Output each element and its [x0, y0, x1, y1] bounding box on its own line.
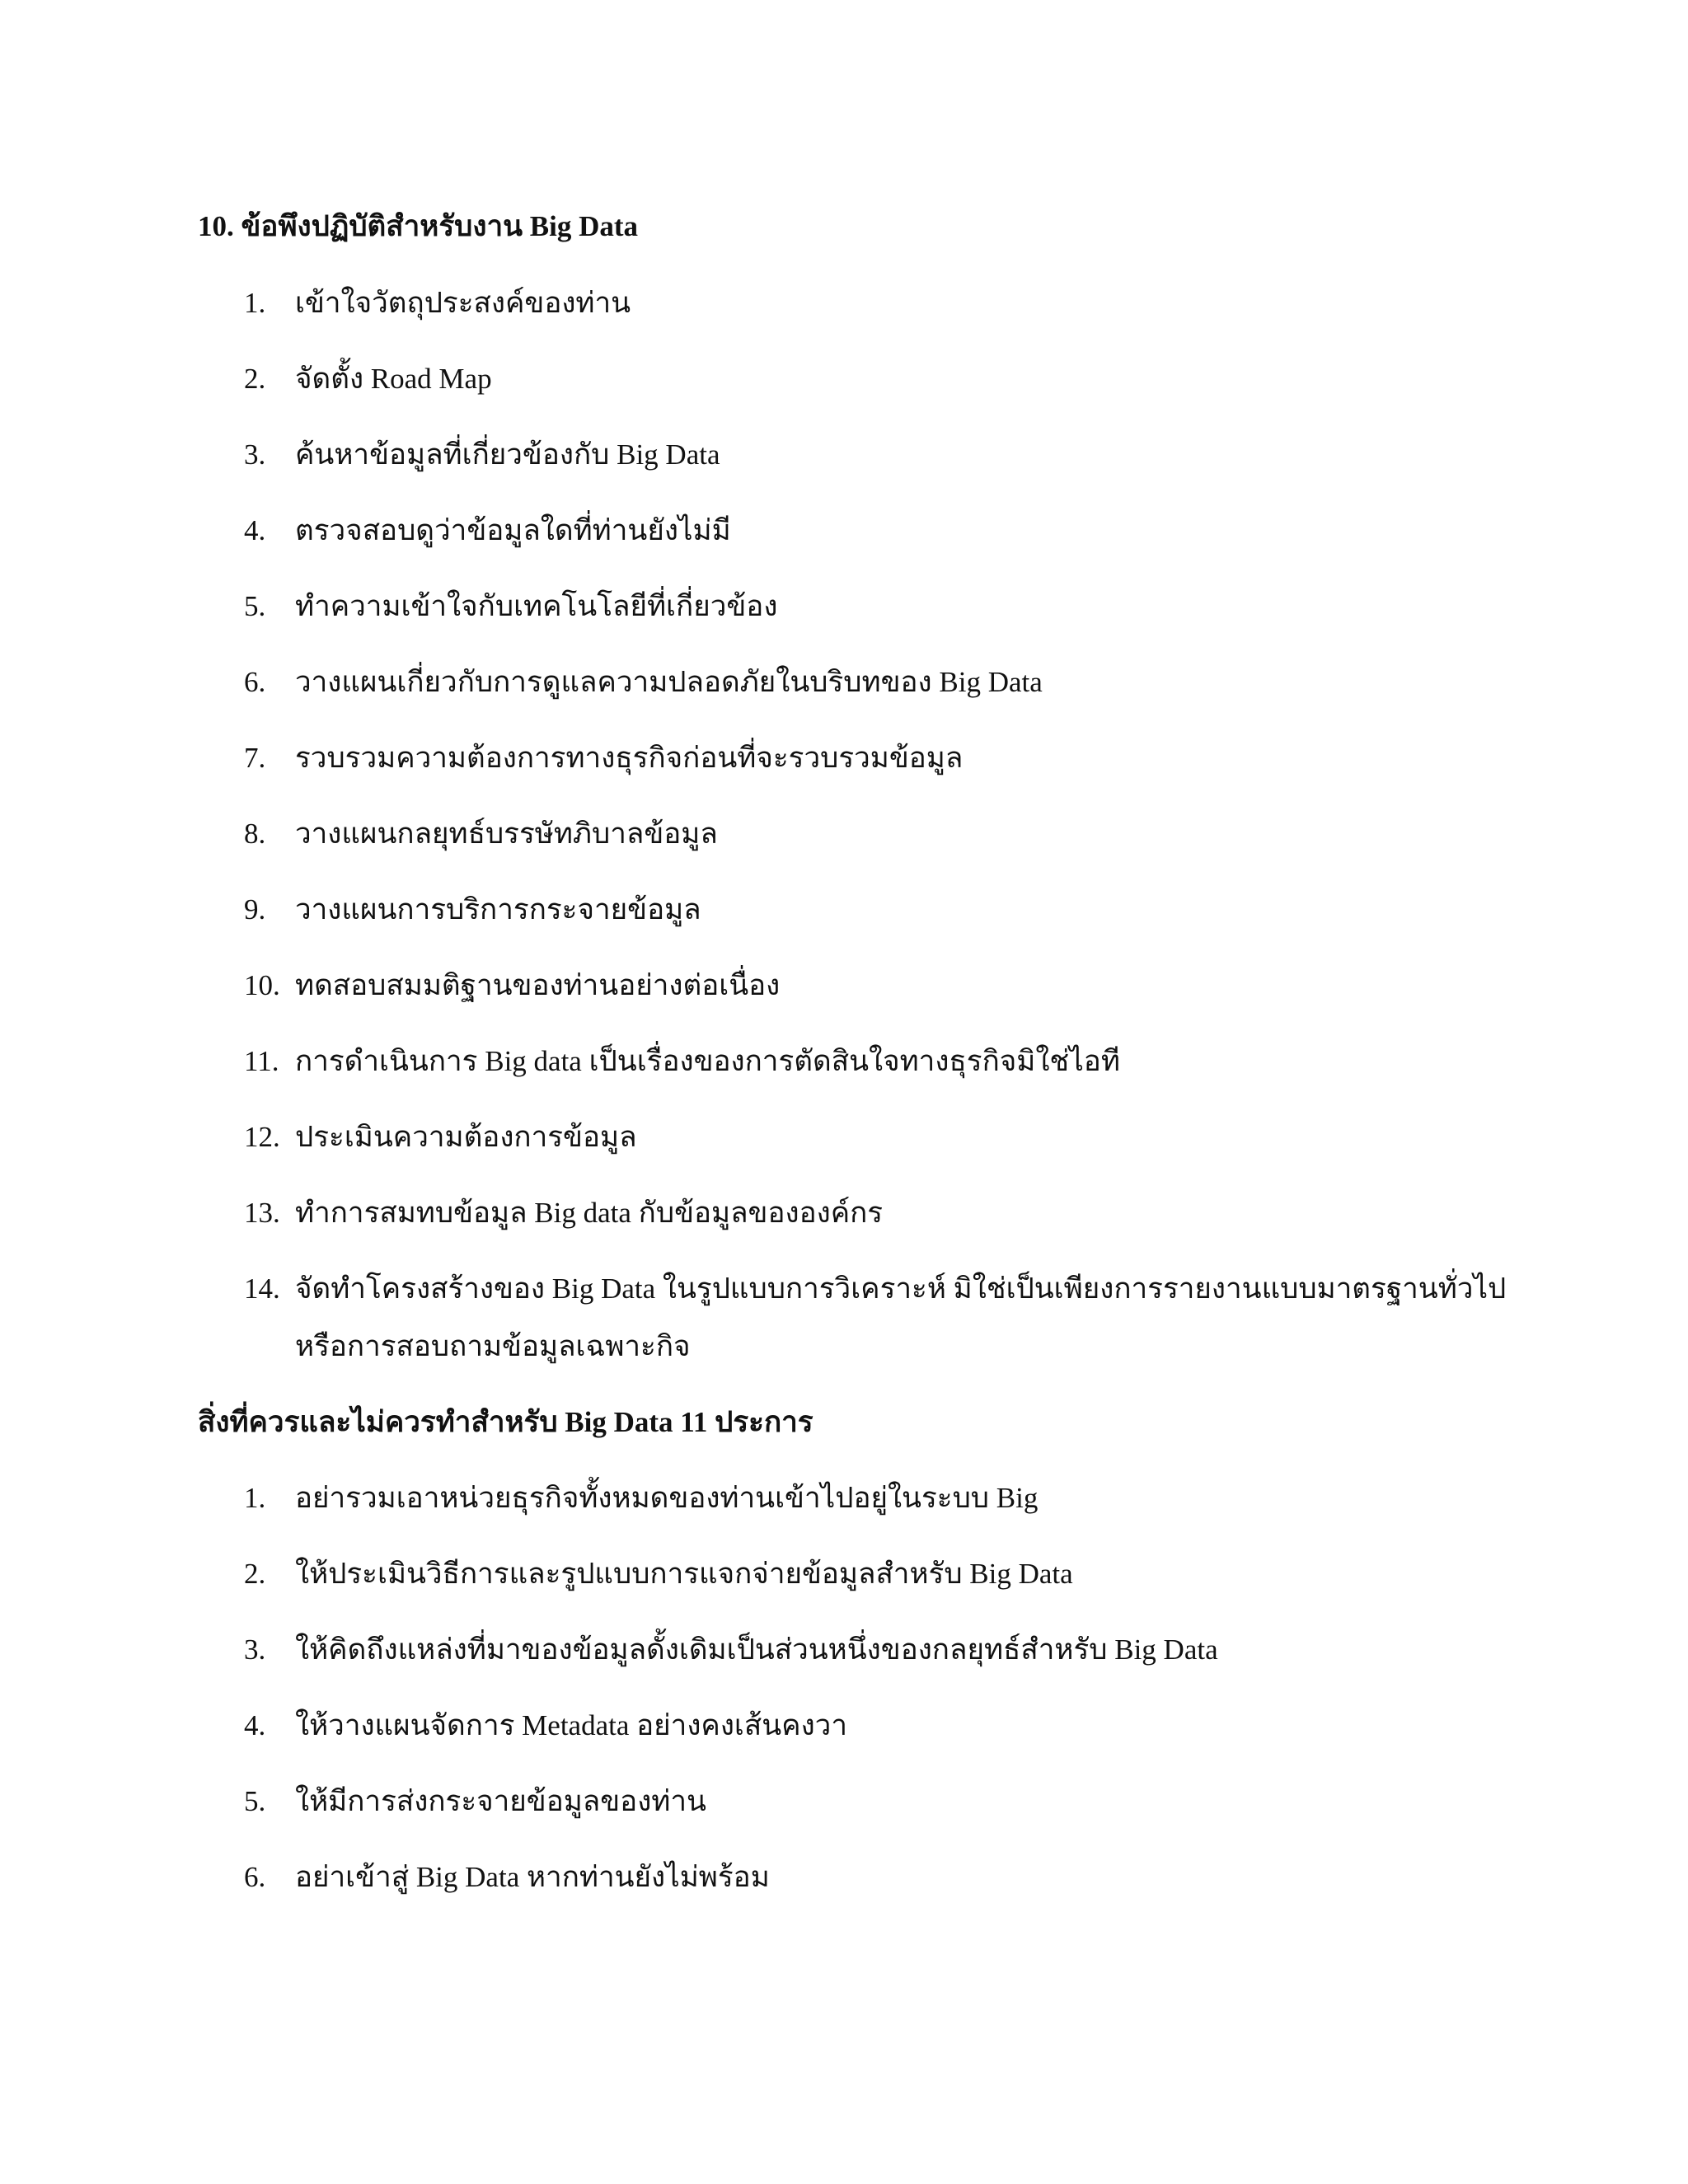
list-item-text: การดำเนินการ Big data เป็นเรื่องของการตัดสินใจทางธุรกิจมิใช่ไอที [295, 1045, 1120, 1077]
list-item-text: ประเมินความต้องการข้อมูล [295, 1121, 637, 1153]
list-item-number: 10. [244, 969, 280, 1001]
list-item-text: ให้คิดถึงแหล่งที่มาของข้อมูลดั้งเดิมเป็นส่วนหนึ่งของกลยุทธ์สำหรับ Big Data [295, 1633, 1218, 1666]
list-item-text: ให้วางแผนจัดการ Metadata อย่างคงเส้นคงวา [295, 1709, 847, 1741]
list-item-text: อย่ารวมเอาหน่วยธุรกิจทั้งหมดของท่านเข้าไปอยู่ในระบบ Big [295, 1482, 1039, 1514]
list-item-number: 11. [244, 1045, 279, 1077]
list-item-text: อย่าเข้าสู่ Big Data หากท่านยังไม่พร้อม [295, 1861, 770, 1893]
list-item-number: 1. [244, 1482, 266, 1514]
list-item-number: 9. [244, 893, 266, 926]
list-item-number: 14. [244, 1272, 280, 1305]
list-item-text: จัดทำโครงสร้างของ Big Data ในรูปแบบการวิเคราะห์ มิใช่เป็นเพียงการรายงานแบบมาตรฐานทั่วไป [295, 1272, 1507, 1305]
section-heading-practices: 10. ข้อพึงปฏิบัติสำหรับงาน Big Data [198, 210, 639, 242]
list-item-number: 2. [244, 1558, 266, 1590]
list-item-number: 4. [244, 514, 266, 546]
list-item-number: 3. [244, 1633, 266, 1666]
list-item-text: ทำความเข้าใจกับเทคโนโลยีที่เกี่ยวข้อง [295, 590, 778, 622]
list-item-number: 7. [244, 742, 266, 774]
list-item-number: 5. [244, 590, 266, 622]
list-item-number: 12. [244, 1121, 280, 1153]
list-item-number: 13. [244, 1197, 280, 1229]
list-item-number: 3. [244, 438, 266, 471]
list-item-text-continuation: หรือการสอบถามข้อมูลเฉพาะกิจ [295, 1330, 691, 1362]
list-item-text: ทดสอบสมมติฐานของท่านอย่างต่อเนื่อง [295, 969, 781, 1001]
list-item-text: วางแผนการบริการกระจายข้อมูล [295, 893, 701, 926]
list-item-number: 6. [244, 1861, 266, 1893]
list-item-number: 8. [244, 818, 266, 850]
list-item-text: วางแผนเกี่ยวกับการดูแลความปลอดภัยในบริบทของ Big Data [295, 666, 1043, 698]
list-item-number: 5. [244, 1785, 266, 1817]
list-item-text: รวบรวมความต้องการทางธุรกิจก่อนที่จะรวบรวมข้อมูล [295, 742, 964, 774]
list-item-text: เข้าใจวัตถุประสงค์ของท่าน [295, 287, 631, 319]
list-item-text: ให้มีการส่งกระจายข้อมูลของท่าน [295, 1785, 706, 1817]
list-item-text: ทำการสมทบข้อมูล Big data กับข้อมูลขององค์กร [295, 1197, 884, 1229]
list-item-text: จัดตั้ง Road Map [295, 363, 492, 395]
list-item-number: 4. [244, 1709, 266, 1741]
list-item-text: ค้นหาข้อมูลที่เกี่ยวข้องกับ Big Data [295, 438, 720, 471]
list-item-number: 1. [244, 287, 266, 319]
list-item-number: 2. [244, 363, 266, 395]
list-item-text: ให้ประเมินวิธีการและรูปแบบการแจกจ่ายข้อมูลสำหรับ Big Data [295, 1558, 1073, 1590]
list-item-text: ตรวจสอบดูว่าข้อมูลใดที่ท่านยังไม่มี [295, 514, 731, 546]
list-item-number: 6. [244, 666, 266, 698]
list-item-text: วางแผนกลยุทธ์บรรษัทภิบาลข้อมูล [295, 818, 718, 850]
section-heading-dos-donts: สิ่งที่ควรและไม่ควรทำสำหรับ Big Data 11 ประการ [198, 1406, 814, 1438]
